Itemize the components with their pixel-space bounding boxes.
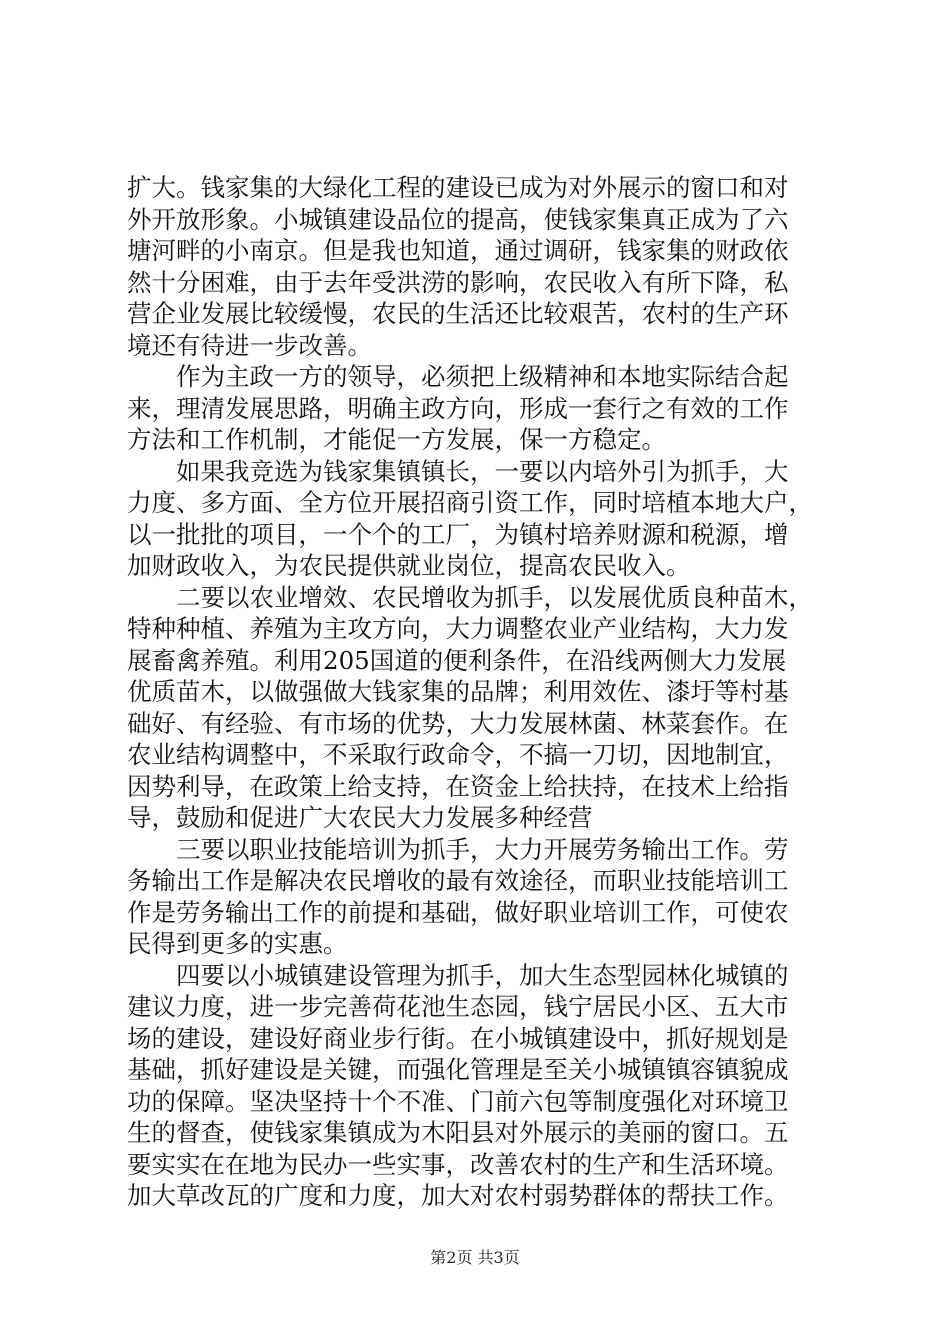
body-text-line: 场的建设，建设好商业步行街。在小城镇建设中，抓好规划是 <box>127 1023 789 1053</box>
body-text-line: 要实实在在地为民办一些实事，改善农村的生产和生活环境。 <box>127 1149 789 1179</box>
body-text-line: 以一批批的项目，一个个的工厂，为镇村培养财源和税源，增 <box>127 519 789 549</box>
body-text-line: 然十分困难，由于去年受洪涝的影响，农民收入有所下降，私 <box>127 267 789 297</box>
body-text-line: 四要以小城镇建设管理为抓手，加大生态型园林化城镇的 <box>127 960 789 990</box>
body-text-line: 特种种植、养殖为主攻方向，大力调整农业产业结构，大力发 <box>127 614 789 643</box>
body-text-line: 生的督查，使钱家集镇成为木阳县对外展示的美丽的窗口。五 <box>127 1118 789 1147</box>
body-text-line: 营企业发展比较缓慢，农民的生活还比较艰苦，农村的生产环 <box>127 299 789 328</box>
body-text-line: 作是劳务输出工作的前提和基础，做好职业培训工作，可使农 <box>127 897 789 927</box>
body-text-line: 展畜禽养殖。利用205国道的便利条件，在沿线两侧大力发展 <box>127 645 787 675</box>
body-text-line: 导，鼓励和促进广大农民大力发展多种经营 <box>127 803 593 832</box>
body-text-line: 如果我竞选为钱家集镇镇长，一要以内培外引为抓手，大 <box>127 456 789 486</box>
body-text-line: 建议力度，进一步完善荷花池生态园，钱宁居民小区、五大市 <box>127 992 789 1021</box>
body-text-line: 优质苗木，以做强做大钱家集的品牌；利用效佐、漆圩等村基 <box>127 677 789 706</box>
body-text-line: 基础，抓好建设是关键，而强化管理是至关小城镇镇容镇貌成 <box>127 1055 789 1084</box>
body-text-line: 外开放形象。小城镇建设品位的提高，使钱家集真正成为了六 <box>127 204 789 234</box>
body-text-line: 方法和工作机制，才能促一方发展，保一方稳定。 <box>127 425 666 454</box>
body-text-line: 塘河畔的小南京。但是我也知道，通过调研，钱家集的财政依 <box>127 236 789 265</box>
body-text-line: 农业结构调整中，不采取行政命令，不搞一刀切，因地制宜， <box>127 740 789 769</box>
body-text-line: 务输出工作是解决农民增收的最有效途径，而职业技能培训工 <box>127 866 789 895</box>
body-text-line: 加财政收入，为农民提供就业岗位，提高农民收入。 <box>127 551 691 580</box>
body-text-line: 作为主政一方的领导，必须把上级精神和本地实际结合起 <box>127 362 789 391</box>
body-text-line: 二要以农业增效、农民增收为抓手，以发展优质良种苗木， <box>127 582 813 612</box>
body-text-line: 三要以职业技能培训为抓手，大力开展劳务输出工作。劳 <box>127 834 789 864</box>
body-text-line: 础好、有经验、有市场的优势，大力发展林菌、林菜套作。在 <box>127 708 789 738</box>
body-text-line: 民得到更多的实惠。 <box>127 929 348 958</box>
page-number-footer: 第2页 共3页 <box>430 1248 520 1267</box>
body-text-line: 境还有待进一步改善。 <box>127 330 372 360</box>
body-text-line: 力度、多方面、全方位开展招商引资工作，同时培植本地大户， <box>127 488 813 517</box>
body-text-line: 因势利导，在政策上给支持，在资金上给扶持，在技术上给指 <box>127 771 789 801</box>
body-text-line: 扩大。钱家集的大绿化工程的建设已成为对外展示的窗口和对 <box>127 173 789 202</box>
body-text-line: 来，理清发展思路，明确主政方向，形成一套行之有效的工作 <box>127 393 789 423</box>
body-text-line: 功的保障。坚决坚持十个不准、门前六包等制度强化对环境卫 <box>127 1086 789 1116</box>
body-text-line: 加大草改瓦的广度和力度，加大对农村弱势群体的帮扶工作。 <box>127 1181 789 1210</box>
